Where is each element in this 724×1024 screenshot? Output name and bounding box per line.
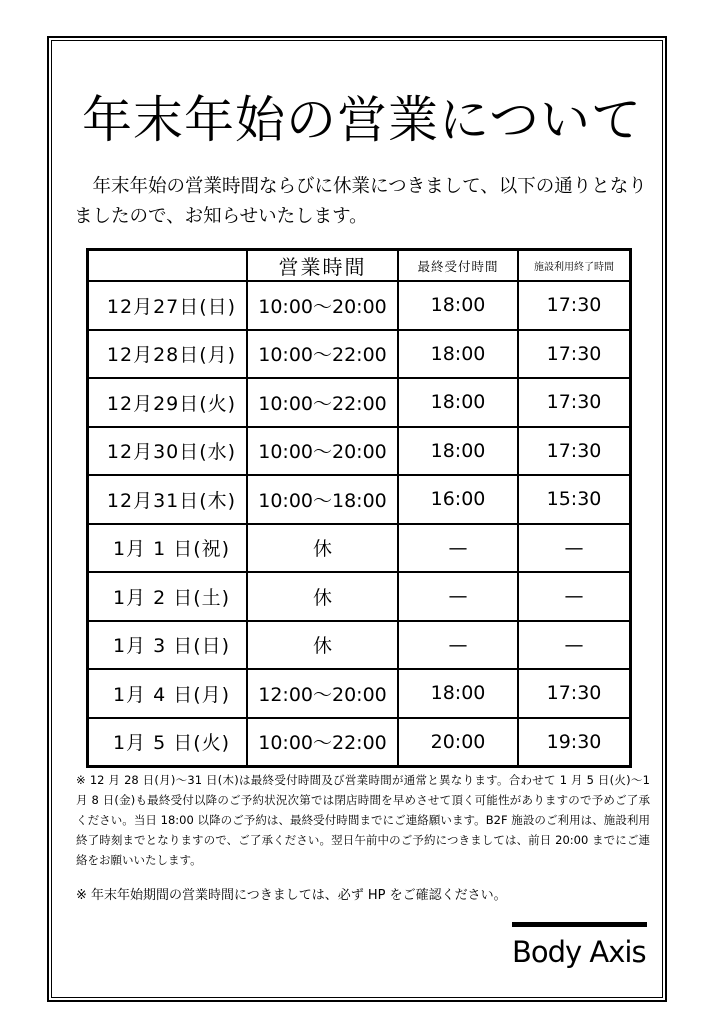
date-cell: 12月29日(火) [88,378,248,427]
date-cell: 1月 3 日(日) [88,621,248,670]
hours-cell: 10:00～22:00 [247,718,398,767]
facility-end-cell: 17:30 [518,669,631,718]
date-cell: 1月 4 日(月) [88,669,248,718]
facility-end-cell: 17:30 [518,281,631,330]
hours-cell: 10:00～22:00 [247,330,398,379]
hours-cell: 12:00～20:00 [247,669,398,718]
header-blank [88,250,248,282]
logo-bar [512,922,647,927]
table-row [88,621,631,670]
facility-end-cell: 15:30 [518,475,631,524]
facility-end-cell: 19:30 [518,718,631,767]
table-row [88,572,631,621]
table-row [88,378,631,427]
last-reception-cell: — [398,572,518,621]
intro-text [74,172,664,232]
header-business-hours: 営業時間 [247,250,398,282]
table-row [88,669,631,718]
date-cell: 1月 2 日(土) [88,572,248,621]
date-cell: 12月30日(水) [88,427,248,476]
hours-cell: 休 [247,621,398,670]
last-reception-cell: 20:00 [398,718,518,767]
facility-end-cell: — [518,621,631,670]
page-title: 年末年始の営業について [82,91,642,149]
hours-cell: 10:00～18:00 [247,475,398,524]
last-reception-cell: 16:00 [398,475,518,524]
last-reception-cell: 18:00 [398,669,518,718]
schedule-table [86,248,632,768]
footnote-website: ※ 年末年始期間の営業時間につきましては、必ず HP をご確認ください。 [76,888,507,903]
last-reception-cell: 18:00 [398,378,518,427]
facility-end-cell: 17:30 [518,378,631,427]
date-cell: 12月31日(木) [88,475,248,524]
table-row [88,718,631,767]
hours-cell: 10:00～20:00 [247,281,398,330]
date-cell: 1月 1 日(祝) [88,524,248,573]
last-reception-cell: 18:00 [398,281,518,330]
facility-end-cell: — [518,572,631,621]
table-row [88,330,631,379]
date-cell: 12月27日(日) [88,281,248,330]
hours-cell: 10:00～22:00 [247,378,398,427]
date-cell: 12月28日(月) [88,330,248,379]
date-cell: 1月 5 日(火) [88,718,248,767]
hours-cell: 休 [247,572,398,621]
facility-end-cell: — [518,524,631,573]
table-row [88,475,631,524]
header-facility-end: 施設利用終了時間 [518,250,631,282]
intro-paragraph: 年末年始の営業時間ならびに休業につきまして、以下の通りとなりましたので、お知らせいたします。 [74,176,647,227]
facility-end-cell: 17:30 [518,330,631,379]
brand-logo [512,922,647,976]
last-reception-cell: 18:00 [398,427,518,476]
last-reception-cell: — [398,621,518,670]
table-row [88,281,631,330]
table-row [88,427,631,476]
header-last-reception: 最終受付時間 [398,250,518,282]
hours-cell: 10:00～20:00 [247,427,398,476]
logo-text: Body Axis [512,935,646,969]
table-header-row [88,250,631,282]
last-reception-cell: 18:00 [398,330,518,379]
last-reception-cell: — [398,524,518,573]
table-row [88,524,631,573]
hours-cell: 休 [247,524,398,573]
footnote: ※ 12 月 28 日(月)～31 日(木)は最終受付時間及び営業時間が通常と異なります。合わせて 1 月 5 日(火)～1 月 8 日(金)も最終受付以降のご予約状況次第では閉店時間を早めさせて頂く可能性がありますので予めご了承ください。当日 18:00 以降のご予約は、最終受付時間までにご連絡願います。B2F 施設のご利用は、施設利用終了時刻までとなりますので、ご了承ください。翌日午前中のご予約につきましては、前日 20:00 までにご連絡をお願いいたします。 [76,773,650,867]
facility-end-cell: 17:30 [518,427,631,476]
